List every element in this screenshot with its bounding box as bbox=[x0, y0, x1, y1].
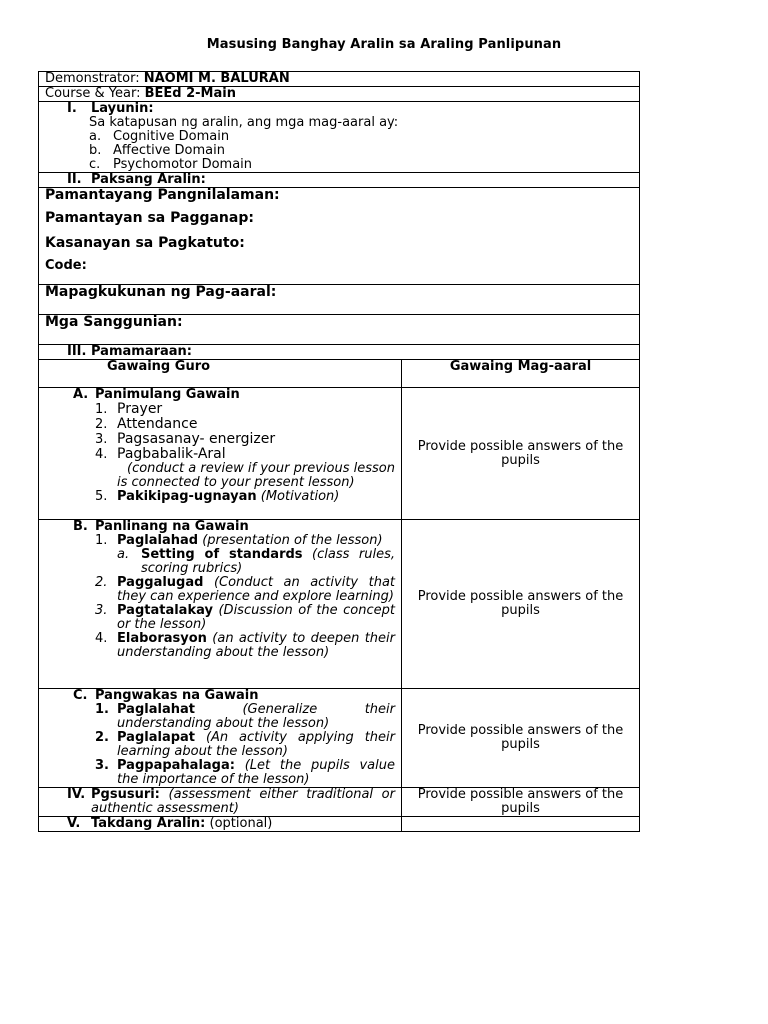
pamamaraan-number: III. bbox=[67, 344, 87, 359]
demonstrator-row bbox=[39, 72, 640, 87]
sanggunian-heading: Mga Sanggunian: bbox=[45, 314, 183, 330]
review-note: (conduct a review if your previous lesson is connected to your present lesson) bbox=[117, 461, 395, 490]
course-row bbox=[39, 87, 640, 102]
list-item: a. Setting of standards (class rules, scoring rubrics) bbox=[117, 547, 395, 576]
pamamaraan-label: Pamamaraan: bbox=[91, 344, 192, 359]
layunin-number: I. bbox=[67, 101, 77, 116]
section-b-heading: B. Panlinang na Gawain bbox=[73, 519, 249, 534]
kasanayan-heading: Kasanayan sa Pagkatuto: bbox=[45, 235, 245, 251]
document-title: Masusing Banghay Aralin sa Araling Panlipunan bbox=[206, 37, 562, 52]
list-item: 4. Pagbabalik-Aral bbox=[95, 446, 226, 462]
column-header-row bbox=[39, 360, 640, 388]
layunin-row bbox=[39, 102, 640, 173]
list-item: 1. Prayer bbox=[95, 401, 163, 417]
list-item: b. Affective Domain bbox=[89, 143, 225, 158]
list-item: 2. Paglalapat (An activity applying their learning about the lesson) bbox=[95, 730, 395, 759]
list-item: 2. Attendance bbox=[95, 416, 198, 432]
takdang-answer-cell bbox=[402, 817, 640, 832]
lesson-plan-table bbox=[38, 71, 640, 832]
list-item: 5. Pakikipag-ugnayan (Motivation) bbox=[95, 489, 340, 504]
answer-text: Provide possible answers of the pupils bbox=[417, 589, 624, 618]
col-header-guro: Gawaing Guro bbox=[39, 360, 402, 388]
list-item: 4. Elaborasyon (an activity to deepen their understanding about the lesson) bbox=[95, 631, 395, 660]
list-item: a. Cognitive Domain bbox=[89, 129, 230, 144]
demonstrator-value: NAOMI M. BALURAN bbox=[143, 71, 290, 86]
course-value: BEEd 2-Main bbox=[144, 86, 236, 101]
paksang-label: Paksang Aralin: bbox=[91, 172, 206, 187]
pagsusuri-label: Pgsusuri: bbox=[91, 787, 160, 802]
pamamaraan-row bbox=[39, 345, 640, 360]
pamantayan-heading: Pamantayan sa Pagganap: bbox=[45, 210, 254, 226]
section-a-heading: A. Panimulang Gawain bbox=[73, 387, 240, 402]
pagsusuri-note: (assessment either traditional or authentic assessment) bbox=[91, 787, 395, 816]
takdang-note: (optional) bbox=[209, 816, 273, 831]
list-item: 1. Paglalahad (presentation of the lesson) bbox=[95, 533, 383, 548]
section-a-row bbox=[39, 388, 640, 520]
code-heading: Code: bbox=[45, 258, 87, 273]
list-item: 3. Pagtatalakay (Discussion of the concept or the lesson) bbox=[95, 603, 395, 632]
pamantayang-heading: Pamantayang Pangnilalaman: bbox=[45, 187, 280, 203]
standards-row bbox=[39, 188, 640, 285]
mapagkukunan-row bbox=[39, 285, 640, 315]
takdang-label: Takdang Aralin: bbox=[91, 816, 206, 831]
layunin-list bbox=[45, 130, 639, 172]
answer-text: Provide possible answers of the pupils bbox=[417, 723, 624, 752]
demonstrator-label: Demonstrator: bbox=[45, 71, 140, 86]
sanggunian-row bbox=[39, 315, 640, 345]
pagsusuri-number: IV. bbox=[67, 787, 86, 802]
section-c-heading: C. Pangwakas na Gawain bbox=[73, 688, 259, 703]
takdang-row bbox=[39, 817, 640, 832]
answer-text: Provide possible answers of the pupils bbox=[417, 787, 624, 816]
layunin-intro: Sa katapusan ng aralin, ang mga mag-aaral ay: bbox=[89, 115, 399, 130]
pagsusuri-row bbox=[39, 788, 640, 817]
list-item: 2. Paggalugad (Conduct an activity that they can experience and explore learning) bbox=[95, 575, 396, 604]
list-item: c. Psychomotor Domain bbox=[89, 157, 253, 172]
course-label: Course & Year: bbox=[45, 86, 141, 101]
list-item: 3. Pagsasanay- energizer bbox=[95, 431, 276, 447]
mapagkukunan-heading: Mapagkukunan ng Pag-aaral: bbox=[45, 284, 277, 300]
layunin-label: Layunin: bbox=[91, 101, 154, 116]
col-header-magaaral: Gawaing Mag-aaral bbox=[402, 360, 640, 388]
section-c-row bbox=[39, 689, 640, 788]
paksang-number: II. bbox=[67, 172, 82, 187]
section-b-row bbox=[39, 520, 640, 689]
takdang-number: V. bbox=[67, 816, 81, 831]
list-item: 1. Paglalahat (Generalize their understanding about the lesson) bbox=[95, 702, 395, 731]
answer-text: Provide possible answers of the pupils bbox=[417, 438, 624, 468]
paksang-row bbox=[39, 173, 640, 188]
list-item: 3. Pagpapahalaga: (Let the pupils value the importance of the lesson) bbox=[95, 758, 395, 787]
